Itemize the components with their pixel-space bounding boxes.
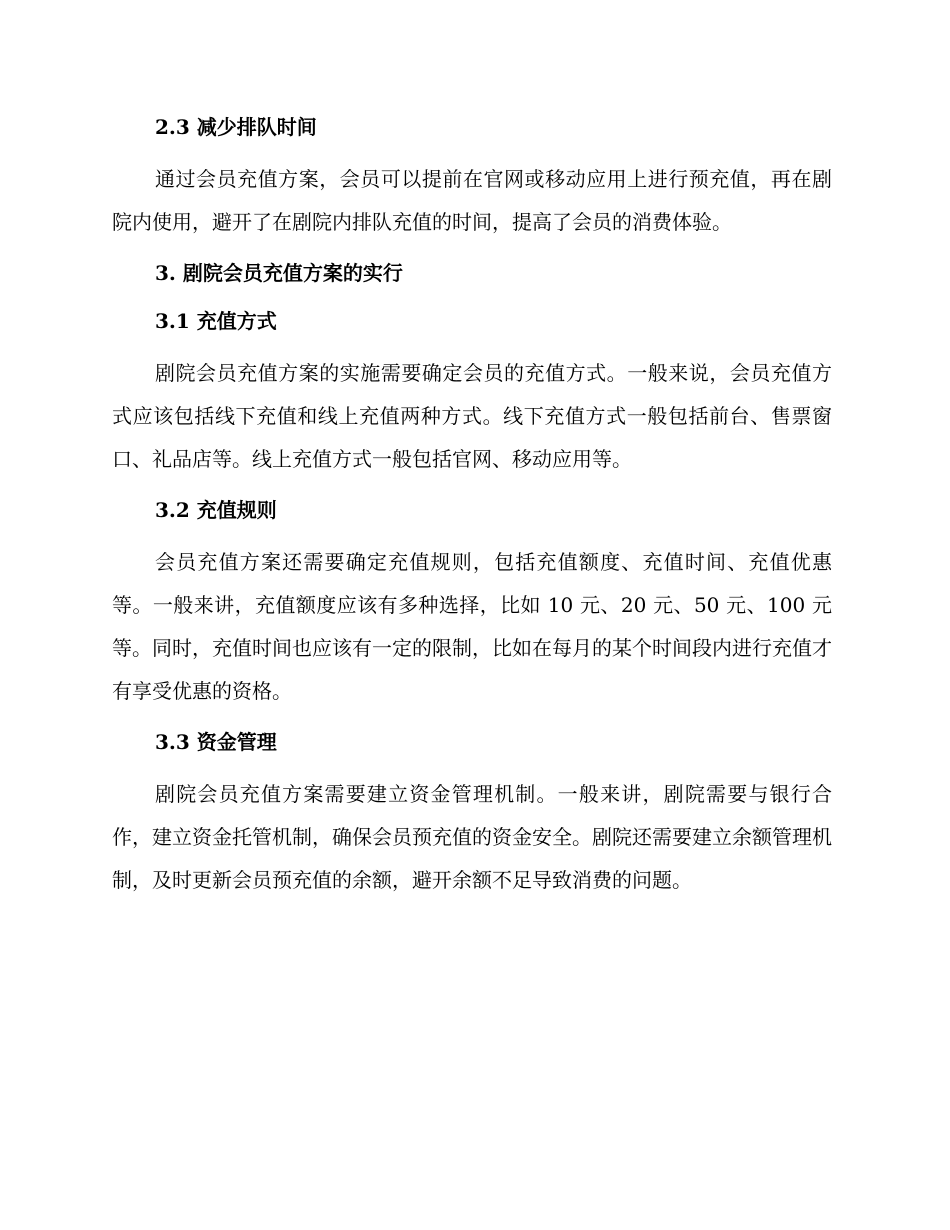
spacer <box>112 144 832 158</box>
section-heading-3: 3. 剧院会员充值方案的实行 <box>155 261 403 285</box>
section-heading-3-1: 3.1 充值方式 <box>155 309 277 333</box>
spacer <box>112 713 832 725</box>
spacer <box>112 759 832 773</box>
spacer <box>112 290 832 304</box>
spacer <box>112 527 832 541</box>
section-paragraph-3-3: 剧院会员充值方案需要建立资金管理机制。一般来讲，剧院需要与银行合作，建立资金托管机制，确保会员预充值的资金安全。剧院还需要建立余额管理机制，及时更新会员预充值的余额，避开余额不足导致消费的问题。 <box>112 782 832 892</box>
spacer <box>112 244 832 256</box>
section-heading-2-3: 2.3 减少排队时间 <box>155 115 317 139</box>
section-paragraph-3-2: 会员充值方案还需要确定充值规则，包括充值额度、充值时间、充值优惠等。一般来讲，充值额度应该有多种选择，比如 10 元、20 元、50 元、100 元等。同时，充值时间也应该有一定的限制，比如在每月的某个时间段内进行充值才有享受优惠的资格。 <box>112 550 832 703</box>
section-heading-3-2: 3.2 充值规则 <box>155 498 277 522</box>
spacer <box>112 338 832 352</box>
section-paragraph-3-1: 剧院会员充值方案的实施需要确定会员的充值方式。一般来说，会员充值方式应该包括线下充值和线上充值两种方式。线下充值方式一般包括前台、售票窗口、礼品店等。线上充值方式一般包括官网、移动应用等。 <box>112 361 832 471</box>
spacer <box>112 481 832 493</box>
section-paragraph-2-3: 通过会员充值方案，会员可以提前在官网或移动应用上进行预充值，再在剧院内使用，避开了在剧院内排队充值的时间，提高了会员的消费体验。 <box>112 167 832 234</box>
section-heading-3-3: 3.3 资金管理 <box>155 730 277 754</box>
document-body <box>112 110 832 902</box>
